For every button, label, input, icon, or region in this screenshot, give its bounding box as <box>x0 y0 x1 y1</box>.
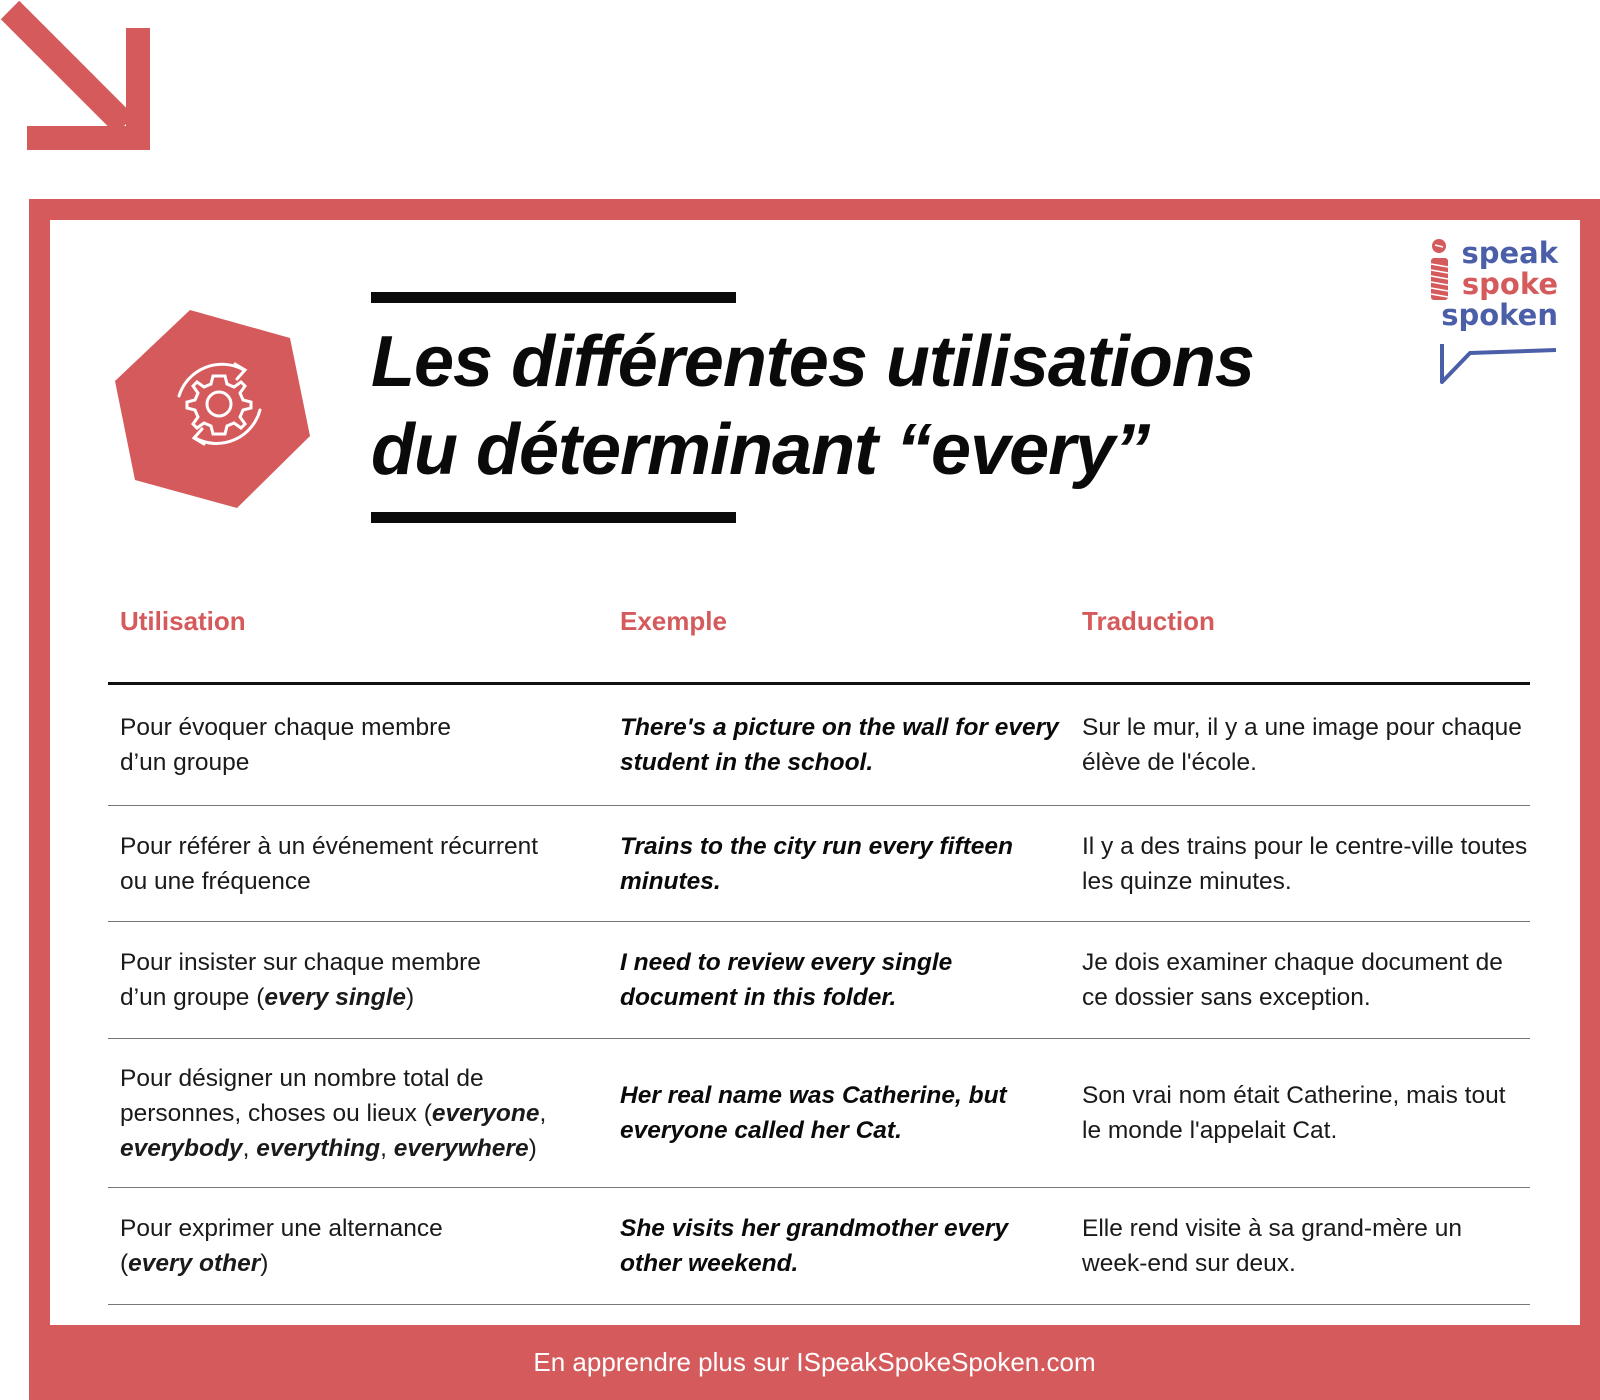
usage-cell <box>108 1211 608 1281</box>
title-line-2: du déterminant “every” <box>371 410 1150 490</box>
usage-text: personnes, choses ou lieux ( <box>120 1099 432 1127</box>
page-title <box>371 318 1421 494</box>
gear-cycle-icon <box>113 308 313 513</box>
logo-wordmark <box>1438 238 1558 331</box>
footer-link-text: En apprendre plus sur ISpeakSpokeSpoken.com <box>533 1347 1096 1377</box>
usage-text: ) <box>528 1134 537 1162</box>
usage-keyword: everywhere <box>393 1134 529 1162</box>
translation-cell: Sur le mur, il y a une image pour chaque élève de l'école. <box>1082 714 1522 776</box>
logo-word-spoke: spoke <box>1461 267 1558 301</box>
header-utilisation: Utilisation <box>120 606 246 636</box>
usage-keyword: everybody <box>120 1134 243 1162</box>
usage-cell <box>108 829 608 899</box>
table-row <box>108 685 1530 806</box>
translation-cell: Elle rend visite à sa grand-mère un week-end sur deux. <box>1082 1215 1462 1277</box>
usage-text: ) <box>406 984 415 1011</box>
usage-keyword: every other <box>128 1250 261 1277</box>
usage-text: Pour insister sur chaque membre <box>120 949 481 976</box>
example-cell: She visits her grandmother every other weekend. <box>620 1215 1009 1277</box>
usage-cell <box>108 1061 608 1166</box>
usage-text: , <box>242 1134 257 1162</box>
usage-text: Pour exprimer une alternance <box>120 1215 443 1242</box>
translation-cell: Je dois examiner chaque document de ce dossier sans exception. <box>1082 949 1503 1011</box>
example-cell: Her real name was Catherine, but everyone called her Cat. <box>620 1082 1007 1144</box>
table-row <box>108 1188 1530 1305</box>
usage-text: , <box>539 1099 547 1127</box>
table-header <box>108 592 1530 685</box>
table-row <box>108 806 1530 922</box>
usage-keyword: every single <box>264 984 407 1011</box>
title-line-1: Les différentes utilisations <box>371 322 1254 402</box>
usage-text: Pour désigner un nombre total de <box>120 1064 484 1092</box>
logo-word-speak: speak <box>1461 236 1558 270</box>
table-row <box>108 922 1530 1039</box>
usage-cell <box>108 945 608 1015</box>
translation-cell: Il y a des trains pour le centre-ville toutes les quinze minutes. <box>1082 832 1528 895</box>
logo-word-spoken: spoken <box>1441 298 1558 332</box>
translation-cell: Son vrai nom était Catherine, mais tout le monde l'appelait Cat. <box>1082 1082 1506 1144</box>
usage-table <box>108 592 1530 1305</box>
arrow-down-right-icon <box>0 0 160 160</box>
usage-text: ( <box>120 1250 129 1277</box>
usage-text: d’un groupe ( <box>120 984 265 1011</box>
usage-text: Pour référer à un événement récurrent <box>120 832 539 860</box>
title-top-bar <box>371 292 736 303</box>
usage-cell <box>108 710 608 780</box>
table-row <box>108 1039 1530 1188</box>
usage-text: ou une fréquence <box>120 867 311 895</box>
usage-keyword: everything <box>256 1134 381 1162</box>
table-body <box>108 685 1530 1305</box>
header-traduction: Traduction <box>1082 606 1215 636</box>
usage-keyword: everyone <box>431 1099 540 1127</box>
example-cell: I need to review every single document in this folder. <box>620 949 953 1011</box>
title-bottom-bar <box>371 512 736 523</box>
usage-text: d’un groupe <box>120 749 250 776</box>
header-exemple: Exemple <box>620 606 727 636</box>
usage-text: Pour évoquer chaque membre <box>120 714 451 741</box>
usage-text: , <box>380 1134 394 1162</box>
usage-text: ) <box>260 1250 269 1277</box>
example-cell: There's a picture on the wall for every student in the school. <box>620 714 1059 776</box>
example-cell: Trains to the city run every fifteen minutes. <box>620 832 1014 895</box>
